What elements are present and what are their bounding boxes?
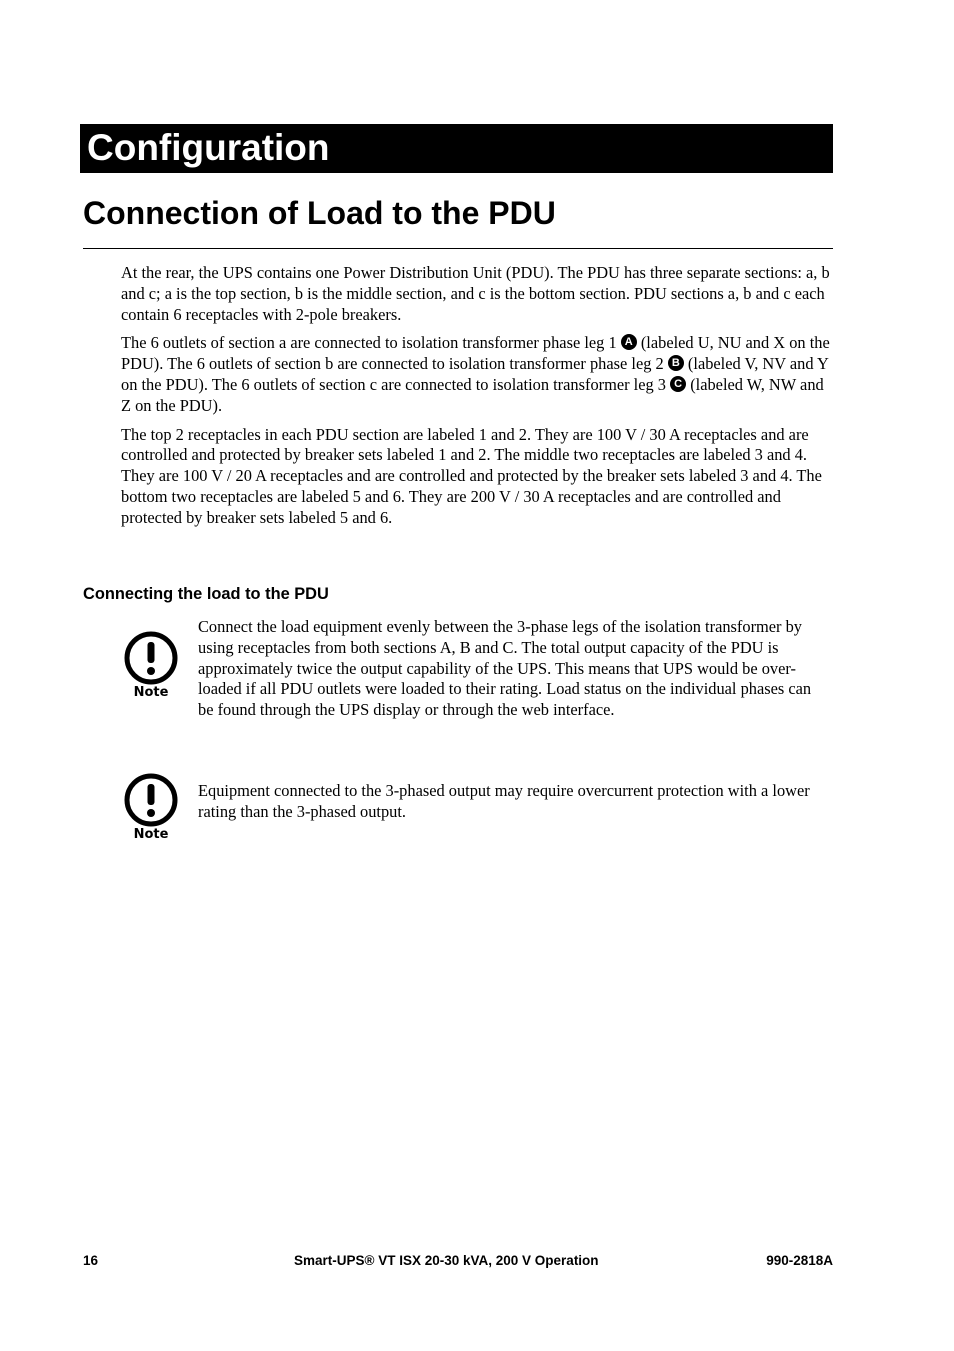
section-title: Connection of Load to the PDU xyxy=(83,195,556,231)
phase-leg-text-3: (labeled V, NV and Y on the PDU). The 6 outlets of section c are connected to isolation transformer leg 3 xyxy=(121,354,829,394)
page-number: 16 xyxy=(83,1253,99,1268)
note-label: Note xyxy=(133,685,169,700)
note-text: Equipment connected to the 3-phased output may require overcurrent protection with a lower rating than the 3-phased output. xyxy=(198,781,810,821)
footer-product-title: Smart-UPS® VT ISX 20-30 kVA, 200 V Operation xyxy=(294,1253,599,1268)
paragraph-phase-legs xyxy=(121,333,833,416)
note-exclamation-icon xyxy=(121,772,181,828)
paragraph-pdu-sections: At the rear, the UPS contains one Power Distribution Unit (PDU). The PDU has three separate sections: a, b and c; a is the top section, b is the middle section, and c is the bottom section. PDU sections a, b and c each contain 6 receptacles with 2-pole breakers. xyxy=(121,263,830,324)
note-icon xyxy=(121,630,181,702)
note-exclamation-icon xyxy=(121,630,181,686)
phase-leg-text-2: (labeled U, NU and X on the PDU). The 6 outlets of section b are connected to isolation transformer phase leg 2 xyxy=(121,333,830,374)
phase-a-marker-icon: A xyxy=(621,334,637,350)
phase-c-marker-icon: C xyxy=(670,376,686,392)
section-divider xyxy=(83,248,833,249)
phase-b-marker-icon: B xyxy=(668,355,684,371)
phase-leg-text-4: (labeled W, NW and Z on the PDU). xyxy=(121,374,824,415)
chapter-title: Configuration xyxy=(87,127,330,168)
footer-document-number: 990-2818A xyxy=(766,1253,833,1268)
note-icon xyxy=(121,772,181,844)
body-text xyxy=(121,263,833,537)
note-text: Connect the load equipment evenly between the 3-phase legs of the isolation transformer by using receptacles from both sections A, B and C. The total output capacity of the PDU is approximately twice the output capability of the UPS. This means that UPS would be over-loaded if all PDU outlets were loaded to their rating. Load status on the individual phases can be found through the UPS display or through the web interface. xyxy=(198,617,812,720)
subsection-title: Connecting the load to the PDU xyxy=(83,585,329,603)
phase-leg-text-1: The 6 outlets of section a are connected to isolation transformer phase leg 1 xyxy=(121,333,621,353)
paragraph-receptacle-ratings: The top 2 receptacles in each PDU section are labeled 1 and 2. They are 100 V / 30 A receptacles and are controlled and protected by breaker sets labeled 1 and 2. The middle two receptacles are labeled 3 and 4. They are 100 V / 20 A receptacles and are controlled and protected by the breaker sets labeled 3 and 4. The bottom two receptacles are labeled 5 and 6. They are 200 V / 30 A receptacles and are controlled and protected by breaker sets labeled 5 and 6. xyxy=(121,424,822,527)
chapter-banner xyxy=(80,124,833,173)
note-label: Note xyxy=(133,827,169,842)
